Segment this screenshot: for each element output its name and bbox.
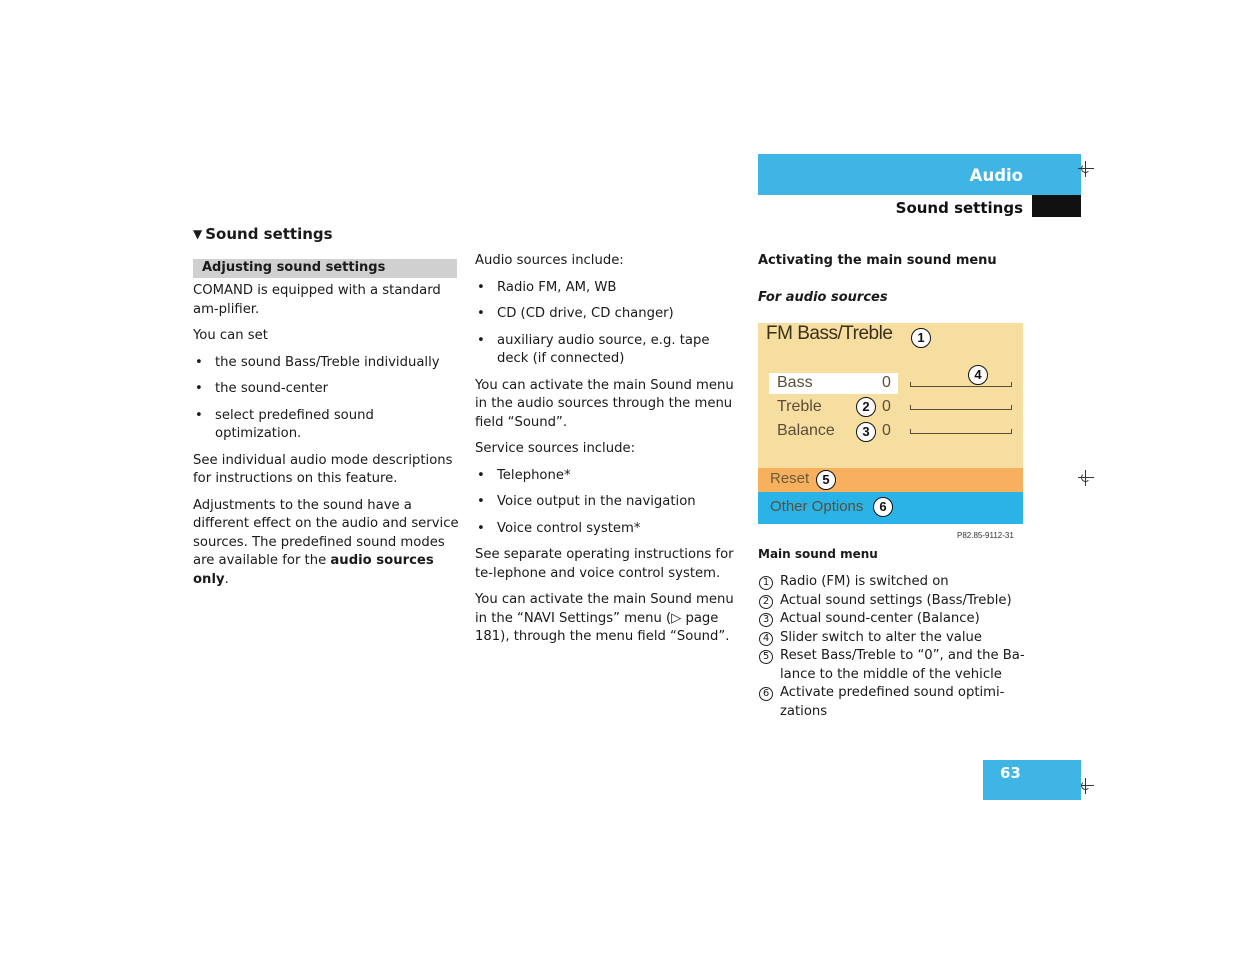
list-item: • select predefined sound optimization. — [193, 407, 459, 444]
callout-3: 3 — [856, 422, 876, 442]
legend-item: 3 Actual sound-center (Balance) — [758, 610, 1028, 629]
chapter-band — [758, 154, 1081, 195]
paragraph: Adjustments to the sound have a different effect on the audio and service sources. The predefined sound modes are available for the audio sources only. — [193, 497, 459, 587]
legend-item: 6 Activate predefined sound optimi-zations — [758, 684, 1028, 721]
other-options-label: Other Options — [770, 498, 864, 515]
chapter-title: Audio — [969, 166, 1023, 185]
paragraph: See individual audio mode descriptions for instructions on this feature. — [193, 452, 453, 486]
figure-code: P82.85-9112-31 — [957, 531, 1014, 540]
sound-menu-screenshot — [758, 323, 1023, 524]
paragraph: You can activate the main Sound menu in the “NAVI Settings” menu (▷ page 181), through the menu field “Sound”. — [475, 592, 734, 644]
balance-label: Balance — [777, 422, 835, 439]
list-item: • Voice output in the navigation — [475, 493, 743, 512]
reset-label: Reset — [770, 470, 810, 487]
crop-mark-icon — [1078, 161, 1094, 177]
column-2 — [475, 252, 743, 655]
callout-4: 4 — [968, 365, 988, 385]
callout-legend — [758, 573, 1028, 721]
bass-label: Bass — [777, 374, 813, 391]
list-item: • auxiliary audio source, e.g. tape deck (if connected) — [475, 332, 743, 369]
callout-1: 1 — [911, 328, 931, 348]
callout-6: 6 — [873, 497, 893, 517]
list-item: • the sound Bass/Treble individually — [193, 354, 459, 373]
treble-slider — [910, 409, 1012, 410]
list-item: • Telephone* — [475, 467, 743, 486]
balance-slider — [910, 433, 1012, 434]
screen-title: FM Bass/Treble — [766, 323, 893, 344]
callout-2: 2 — [856, 397, 876, 417]
treble-value: 0 — [882, 398, 891, 415]
bass-slider — [910, 386, 1012, 387]
paragraph: You can activate the main Sound menu in the audio sources through the menu field “Sound”. — [475, 377, 734, 430]
paragraph: See separate operating instructions for te-lephone and voice control system. — [475, 547, 734, 581]
legend-item: 5 Reset Bass/Treble to “0”, and the Ba-lance to the middle of the vehicle — [758, 647, 1028, 684]
column-1 — [193, 282, 459, 597]
bass-value: 0 — [882, 374, 891, 391]
crop-mark-icon — [1078, 470, 1094, 486]
legend-item: 4 Slider switch to alter the value — [758, 629, 1028, 648]
page-number: 63 — [1000, 764, 1021, 782]
paragraph: Audio sources include: — [475, 253, 624, 268]
section-heading: ▼ Sound settings — [193, 225, 333, 243]
legend-item: 1 Radio (FM) is switched on — [758, 573, 1028, 592]
list-item: • Voice control system* — [475, 520, 743, 539]
triangle-down-icon: ▼ — [193, 227, 203, 241]
callout-5: 5 — [816, 470, 836, 490]
page-number-band — [983, 760, 1081, 800]
procedure-subheading: For audio sources — [758, 290, 888, 305]
list-item: • Radio FM, AM, WB — [475, 279, 743, 298]
section-marker — [1032, 195, 1081, 217]
treble-label: Treble — [777, 398, 822, 415]
list-item: • CD (CD drive, CD changer) — [475, 305, 743, 324]
procedure-heading: Activating the main sound menu — [758, 253, 997, 268]
legend-item: 2 Actual sound settings (Bass/Treble) — [758, 592, 1028, 611]
figure-caption: Main sound menu — [758, 547, 878, 561]
bullet-list — [193, 354, 459, 444]
paragraph: COMAND is equipped with a standard am-plifier. — [193, 283, 441, 317]
subheading: Adjusting sound settings — [202, 260, 386, 275]
list-item: • the sound-center — [193, 380, 459, 399]
section-title: Sound settings — [895, 199, 1023, 217]
subheading-bar — [193, 259, 457, 278]
bullet-list — [475, 467, 743, 539]
paragraph: You can set — [193, 328, 268, 343]
bullet-list — [475, 279, 743, 369]
balance-value: 0 — [882, 422, 891, 439]
reset-bar — [758, 468, 1023, 492]
paragraph: Service sources include: — [475, 441, 636, 456]
